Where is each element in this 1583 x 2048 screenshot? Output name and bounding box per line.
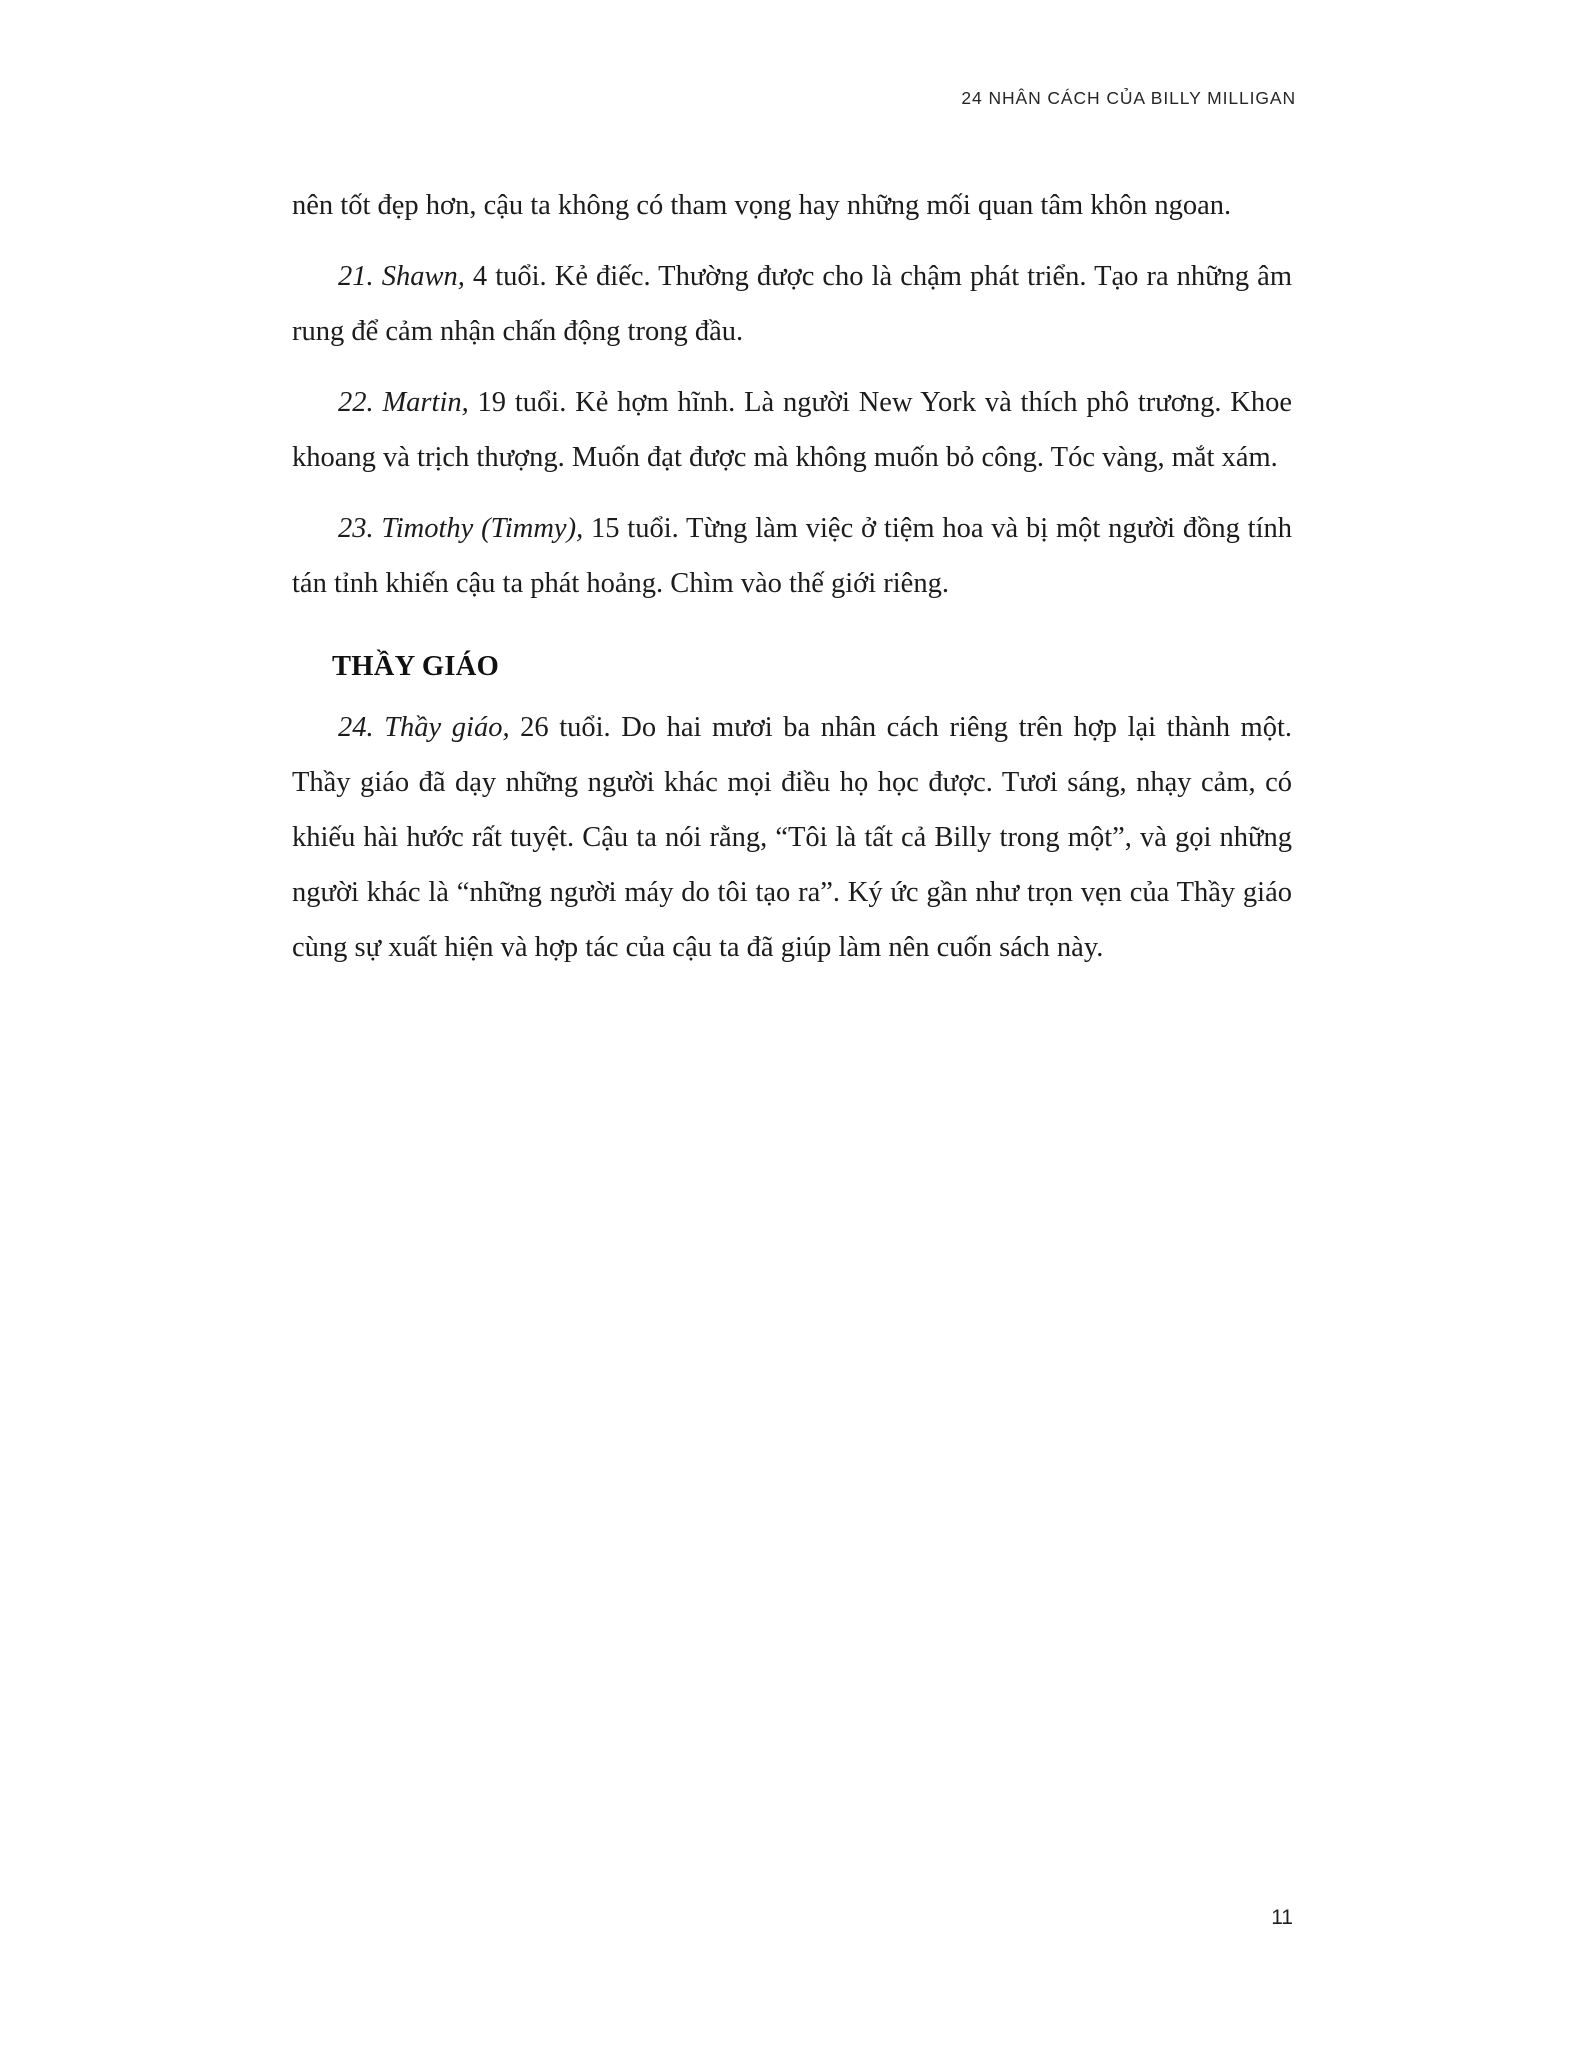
- paragraph-timothy: [292, 501, 1292, 611]
- paragraph-text: 19 tuổi. Kẻ hợm hĩnh. Là người New York và thích phô trương. Khoe khoang và trịch thượng. Muốn đạt được mà không muốn bỏ công. Tóc vàng, mắt xám.: [292, 387, 1292, 473]
- running-head: 24 NHÂN CÁCH CỦA BILLY MILLIGAN: [961, 88, 1296, 108]
- body-text-column: [292, 178, 1292, 977]
- entry-label-shawn: 21. Shawn,: [338, 261, 465, 292]
- entry-label-martin: 22. Martin,: [338, 387, 469, 418]
- section-subheading: THẦY GIÁO: [332, 651, 500, 682]
- paragraph-shawn: [292, 249, 1292, 359]
- paragraph-martin: [292, 375, 1292, 485]
- entry-label-thay-giao: 24. Thầy giáo,: [338, 712, 510, 743]
- paragraph-text: 15 tuổi. Từng làm việc ở tiệm hoa và bị một người đồng tính tán tỉnh khiến cậu ta phát hoảng. Chìm vào thế giới riêng.: [292, 513, 1292, 599]
- page-number: 11: [1271, 1906, 1293, 1929]
- paragraph-spacer: [292, 361, 1292, 375]
- entry-label-timothy: 23. Timothy (Timmy),: [338, 513, 584, 544]
- paragraph-spacer: [292, 487, 1292, 501]
- paragraph-spacer: [292, 235, 1292, 249]
- paragraph-continuation: [292, 178, 1292, 233]
- paragraph-text: nên tốt đẹp hơn, cậu ta không có tham vọng hay những mối quan tâm khôn ngoan.: [292, 190, 1232, 221]
- paragraph-text: 26 tuổi. Do hai mươi ba nhân cách riêng trên hợp lại thành một. Thầy giáo đã dạy những người khác mọi điều họ học được. Tươi sáng, nhạy cảm, có khiếu hài hước rất tuyệt. Cậu ta nói rằng, “Tôi là tất cả Billy trong một”, và gọi những người khác là “những người máy do tôi tạo ra”. Ký ức gần như trọn vẹn của Thầy giáo cùng sự xuất hiện và hợp tác của cậu ta đã giúp làm nên cuốn sách này.: [292, 712, 1293, 963]
- paragraph-text: 4 tuổi. Kẻ điếc. Thường được cho là chậm phát triển. Tạo ra những âm rung để cảm nhận chấn động trong đầu.: [292, 261, 1292, 347]
- paragraph-thay-giao: [292, 700, 1292, 975]
